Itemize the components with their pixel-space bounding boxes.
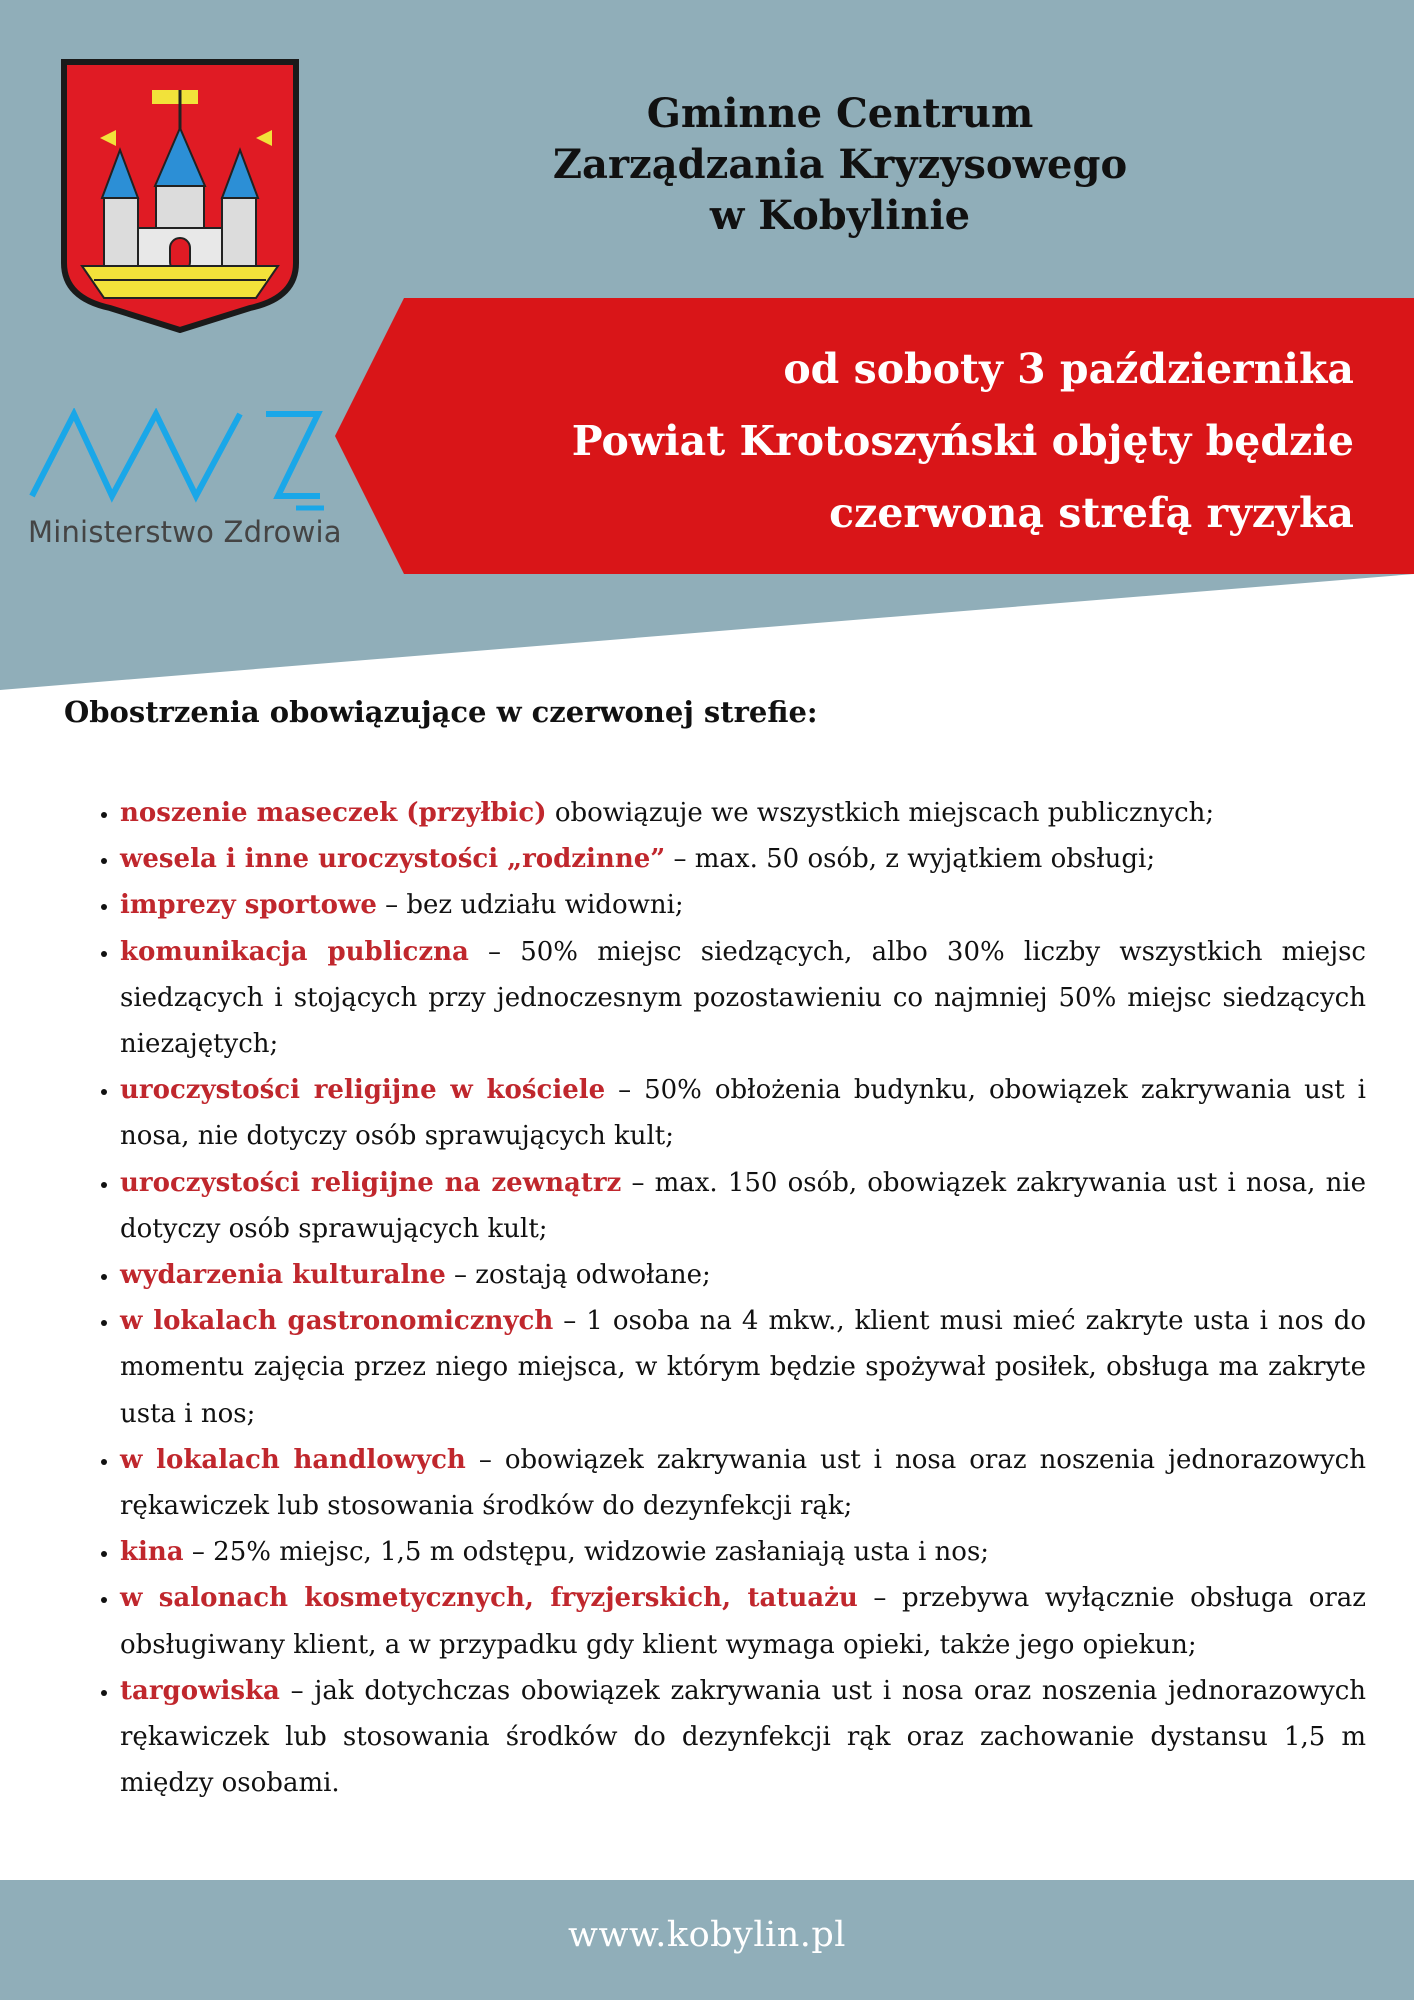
list-item [120,1529,1366,1575]
list-item [120,1437,1366,1529]
rule-text: – obowiązek zakrywania ust i nosa oraz noszenia jednorazowych rękawiczek lub stosowania środków do dezynfekcji rąk; [120,1444,1366,1522]
list-item [120,1668,1366,1807]
rule-text: obowiązuje we wszystkich miejscach publicznych; [546,798,1215,828]
rule-term: wydarzenia kulturalne [120,1260,446,1291]
rule-term: uroczystości religijne w kościele [120,1075,606,1106]
rule-term: w lokalach gastronomicznych [120,1306,554,1337]
list-item [120,929,1366,1068]
list-item [120,790,1366,836]
list-item [120,1298,1366,1437]
rule-text: – bez udziału widowni; [376,890,684,921]
rule-text: – max. 50 osób, z wyjątkiem obsługi; [665,844,1156,875]
banner-headline [420,333,1354,549]
rule-text: – 1 osoba na 4 mkw., klient musi mieć zakryte usta i nos do momentu zajęcia przez niego miejsca, w którym będzie spożywał posiłek, obsługa ma zakryte usta i nos; [120,1306,1366,1429]
restrictions-list [64,790,1366,1806]
list-item [120,1067,1366,1159]
kobylin-coat-of-arms-icon [60,58,300,333]
rule-term: komunikacja publiczna [120,936,469,967]
rule-text: – max. 150 osób, obowiązek zakrywania ust i nosa, nie dotyczy osób sprawujących kult; [120,1167,1367,1244]
rule-text: – 25% miejsc, 1,5 m odstępu, widzowie zasłaniają usta i nos; [183,1537,990,1568]
ministry-logo-label: Ministerstwo Zdrowia [28,515,342,549]
rule-term: targowiska [120,1675,280,1706]
rule-text: – 50% obłożenia budynku, obowiązek zakrywania ust i nosa, nie dotyczy osób sprawujących kult; [120,1075,1366,1152]
rule-term: uroczystości religijne na zewnątrz [120,1167,622,1198]
footer-website-link[interactable]: www.kobylin.pl [568,1915,846,1955]
rule-term: w lokalach handlowych [120,1444,466,1475]
rule-text: – jak dotychczas obowiązek zakrywania ust i nosa oraz noszenia jednorazowych rękawiczek lub stosowania środków do dezynfekcji rąk oraz zachowanie dystansu 1,5 m między osobami. [120,1675,1366,1799]
rule-text: – przebywa wyłącznie obsługa oraz obsługiwany klient, a w przypadku gdy klient wymaga opieki, także jego opiekun; [120,1583,1367,1660]
rule-term: wesela i inne uroczystości „rodzinne” [120,844,666,875]
banner-line: od soboty 3 października [783,345,1354,393]
rule-term: w salonach kosmetycznych, fryzjerskich, tatuażu [120,1583,858,1614]
rule-text: – zostają odwołane; [445,1260,711,1291]
list-item [120,836,1366,882]
banner-line: Powiat Krotoszyński objęty będzie [571,417,1354,465]
header-title-line: Zarządzania Kryzysowego [552,141,1128,188]
rule-term: imprezy sportowe [120,890,377,921]
rule-term: noszenie maseczek (przyłbic) [120,798,547,828]
list-item [120,1160,1366,1252]
rule-text: – 50% miejsc siedzących, albo 30% liczby wszystkich miejsc siedzących i stojących przy jednoczesnym pozostawieniu co najmniej 50% miejsc siedzących niezajętych; [120,936,1366,1060]
rule-term: kina [120,1537,184,1568]
banner-line: czerwoną strefą ryzyka [829,489,1354,537]
section-heading: Obostrzenia obowiązujące w czerwonej strefie: [64,695,818,729]
header-title-line: w Kobylinie [709,192,971,239]
list-item [120,882,1366,928]
header-title-line: Gminne Centrum [646,90,1034,137]
list-item [120,1252,1366,1298]
list-item [120,1575,1366,1667]
header-title [520,88,1160,241]
